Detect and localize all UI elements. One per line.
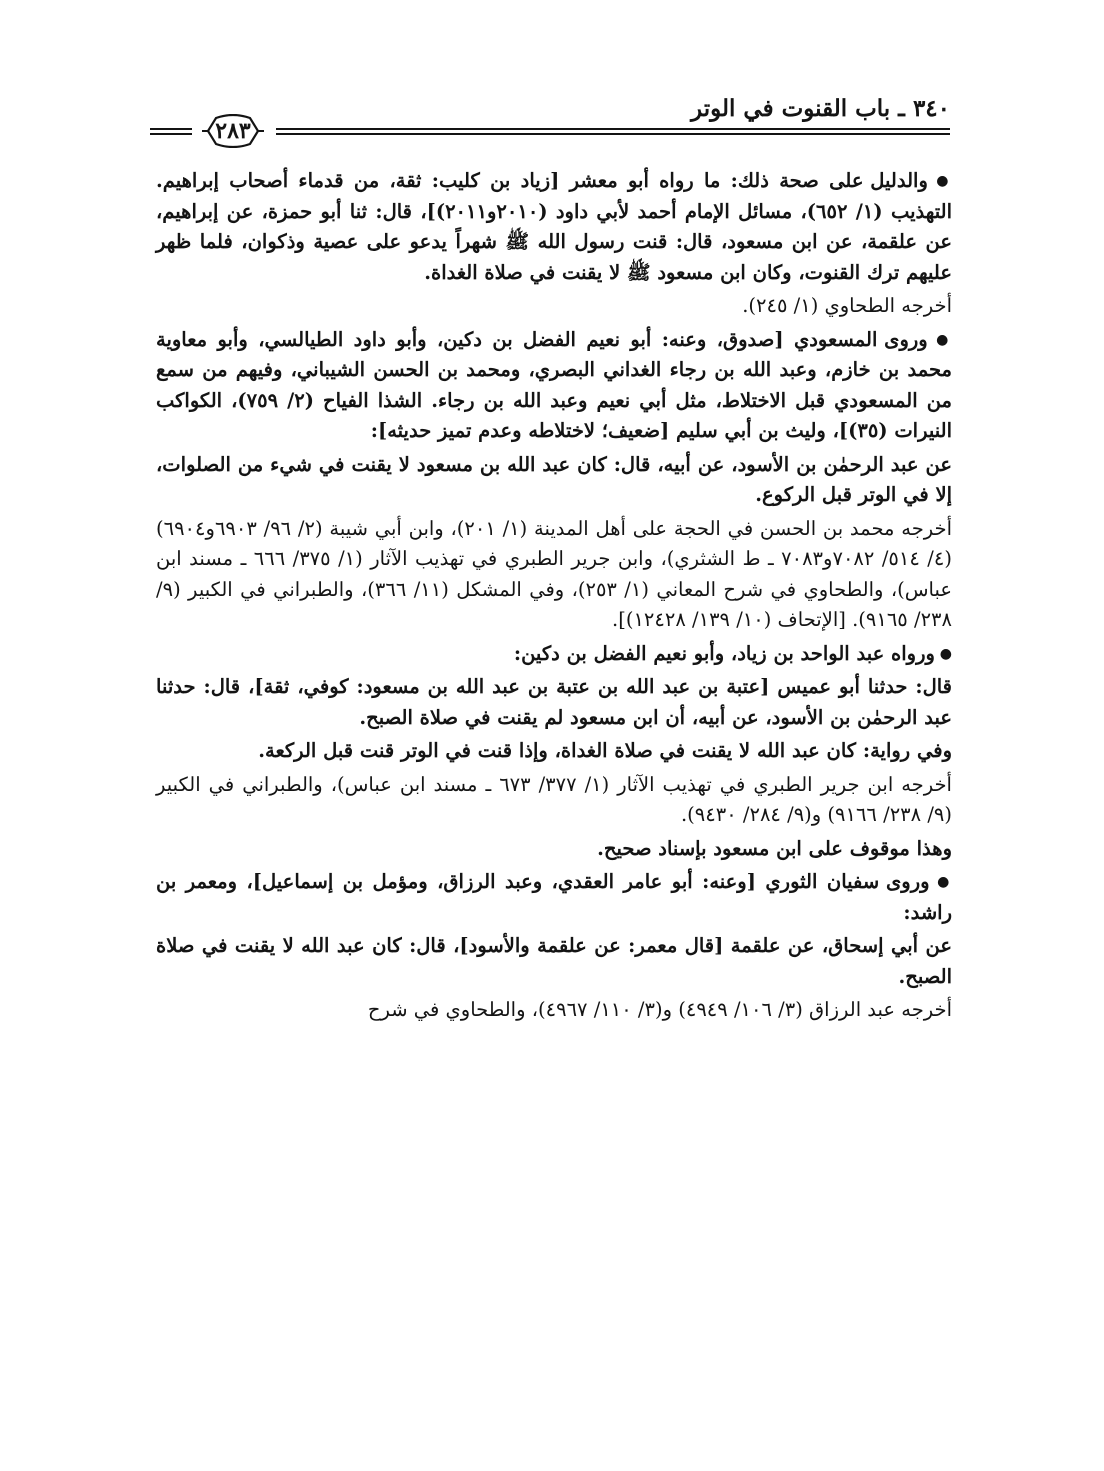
paragraph: ● ورواه عبد الواحد بن زياد، وأبو نعيم الفضل بن دكين: [156, 639, 952, 670]
paragraph: قال: حدثنا أبو عميس [عتبة بن عبد الله بن عتبة بن عبد الله بن مسعود: كوفي، ثقة]، قال: حدثنا عبد الرحمٰن بن الأسود، عن أبيه، أن ابن مسعود لم يقنت في صلاة الصبح. [156, 675, 952, 729]
page-body [156, 166, 952, 1029]
header-rule [276, 128, 950, 130]
paragraph: أخرجه عبد الرزاق (٣/ ١٠٦/ ٤٩٤٩) و(٣/ ١١٠/ ٤٩٦٧)، والطحاوي في شرح [367, 998, 952, 1021]
bullet-icon [930, 870, 952, 893]
page-number: ٢٨٣ [215, 118, 251, 144]
header-rule [150, 128, 192, 130]
page-number-badge [200, 114, 266, 148]
bullet-icon [928, 169, 952, 192]
paragraph: أخرجه محمد بن الحسن في الحجة على أهل المدينة (١/ ٢٠١)، وابن أبي شيبة (٢/ ٩٦/ ٦٩٠٣و٦٩٠٤) (٤/ ٥١٤/ ٧٠٨٢و٧٠٨٣ ـ ط الشثري)، وابن جرير الطبري في تهذيب الآثار (١/ ٣٧٥/ ٦٦٦ ـ مسند ابن عباس)، والطحاوي في شرح المعاني (١/ ٢٥٣)، وفي المشكل (١١/ ٣٦٦)، والطبراني في الكبير (٩/ ٢٣٨/ ٩١٦٥). [الإتحاف (١٠/ ١٣٩/ ١٢٤٢٨)]. [156, 516, 952, 631]
bullet-icon [928, 328, 952, 351]
paragraph: أخرجه الطحاوي (١/ ٢٤٥). [742, 294, 952, 317]
chapter-title: ٣٤٠ ـ باب القنوت في الوتر [691, 95, 950, 122]
header-rule [276, 133, 950, 135]
paragraph: ● وروى سفيان الثوري [وعنه: أبو عامر العقدي، وعبد الرزاق، ومؤمل بن إسماعيل]، ومعمر بن راشد: [156, 867, 952, 928]
bullet-icon [935, 642, 952, 665]
paragraph: ● والدليل على صحة ذلك: ما رواه أبو معشر [زياد بن كليب: ثقة، من قدماء أصحاب إبراهيم. التهذيب (١/ ٦٥٢)، مسائل الإمام أحمد لأبي داود (٢٠١٠و٢٠١١)]، قال: ثنا أبو حمزة، عن إبراهيم، عن علقمة، عن ابن مسعود، قال: قنت رسول الله ﷺ شهراً يدعو على عصية وذكوان، فلما ظهر عليهم ترك القنوت، وكان ابن مسعود ﷺ لا يقنت في صلاة الغداة. [156, 166, 952, 288]
header-rule [150, 133, 192, 135]
paragraph: ● وروى المسعودي [صدوق، وعنه: أبو نعيم الفضل بن دكين، وأبو داود الطيالسي، وأبو معاوية محمد بن خازم، وعبد الله بن رجاء الغداني البصري، ومحمد بن الحسن الشيباني، وفيهم من سمع من المسعودي قبل الاختلاط، مثل أبي نعيم وعبد الله بن رجاء. الشذا الفياح (٢/ ٧٥٩)، الكواكب النيرات (٣٥)]، وليث بن أبي سليم [ضعيف؛ لاختلاطه وعدم تميز حديثه]: [156, 325, 952, 447]
paragraph: أخرجه ابن جرير الطبري في تهذيب الآثار (١/ ٣٧٧/ ٦٧٣ ـ مسند ابن عباس)، والطبراني في الكبير (٩/ ٢٣٨/ ٩١٦٦) و(٩/ ٢٨٤/ ٩٤٣٠). [156, 772, 952, 826]
paragraph: وفي رواية: كان عبد الله لا يقنت في صلاة الغداة، وإذا قنت في الوتر قنت قبل الركعة. [258, 739, 952, 762]
paragraph: وهذا موقوف على ابن مسعود بإسناد صحيح. [597, 836, 952, 860]
paragraph: عن أبي إسحاق، عن علقمة [قال معمر: عن علقمة والأسود]، قال: كان عبد الله لا يقنت في صلاة الصبح. [156, 934, 952, 988]
page-header [150, 92, 950, 152]
paragraph: عن عبد الرحمٰن بن الأسود، عن أبيه، قال: كان عبد الله بن مسعود لا يقنت في شيء من الصلوات، إلا في الوتر قبل الركوع. [156, 452, 952, 506]
